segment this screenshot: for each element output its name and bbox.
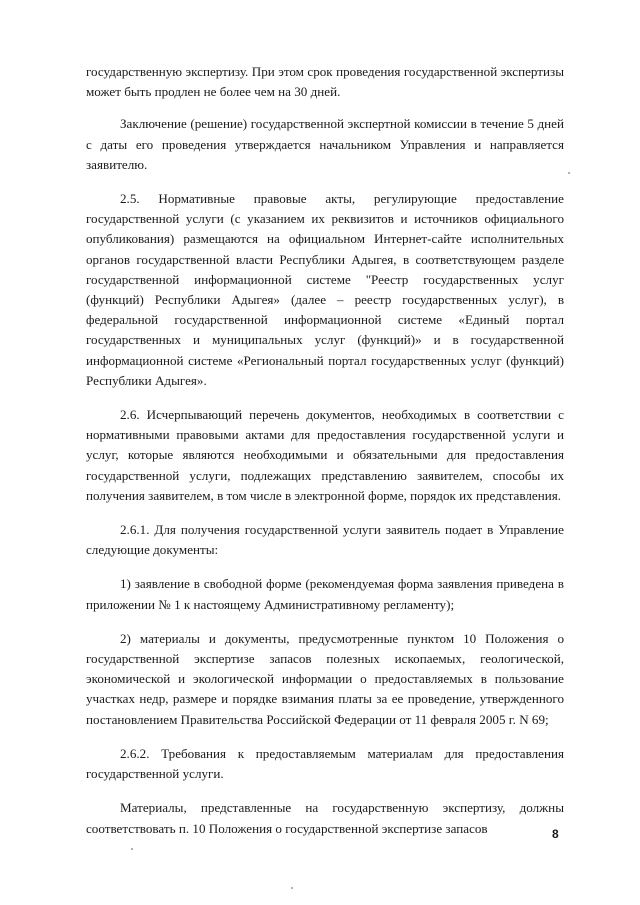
list-item-2: 2) материалы и документы, предусмотренные пунктом 10 Положения о государственной экспертизе запасов полезных ископаемых, геологической, экономической и экологической информации о предоставляемых в пользование участках недр, размере и порядке взимания платы за ее проведение, утвержденного постановлением Правительства Российской Федерации от 11 февраля 2005 г. N 69; <box>86 630 564 727</box>
scan-speck <box>131 848 133 850</box>
paragraph-2-6-1: 2.6.1. Для получения государственной услуги заявитель подает в Управление следующие документы: <box>86 522 564 558</box>
list-item-1: 1) заявление в свободной форме (рекомендуемая форма заявления приведена в приложении № 1 к настоящему Административному регламенту); <box>86 576 564 612</box>
page-number: 8 <box>552 827 559 841</box>
paragraph-conclusion: Заключение (решение) государственной экспертной комиссии в течение 5 дней с даты его проведения утверждается начальником Управления и направляется заявителю. <box>86 116 564 172</box>
paragraph-materials: Материалы, представленные на государственную экспертизу, должны соответствовать п. 10 Положения о государственной экспертизе запасов <box>86 800 564 836</box>
scan-speck <box>291 887 293 889</box>
paragraph-2-6: 2.6. Исчерпывающий перечень документов, необходимых в соответствии с нормативными правовыми актами для предоставления государственной услуги и услуг, которые являются необходимыми и обязательными для предоставления государственной услуги, подлежащих представлению заявителем, способы их получения заявителем, в том числе в электронной форме, порядок их представления. <box>86 407 564 503</box>
paragraph-2-6-2: 2.6.2. Требования к предоставляемым материалам для предоставления государственной услуги. <box>86 745 564 782</box>
paragraph-2-5: 2.5. Нормативные правовые акты, регулирующие предоставление государственной услуги (с указанием их реквизитов и источников официального опубликования) размещаются на официальном Интернет-сайте исполнительных органов государственной власти Республики Адыгея, в соответствующем разделе государственной информационной системе "Реестр государственных услуг (функций) Республики Адыгея» (далее – реестр государственных услуг), в федеральной государственной информационной системе «Единый портал государственных и муниципальных услуг (функций)» и в государственной информационной системе «Региональный портал государственных услуг (функций) Республики Адыгея». <box>86 191 564 388</box>
scan-speck <box>568 172 570 174</box>
paragraph-continuation: государственную экспертизу. При этом срок проведения государственной экспертизы может быть продлен не более чем на 30 дней. <box>86 64 564 100</box>
body-text <box>86 62 564 853</box>
